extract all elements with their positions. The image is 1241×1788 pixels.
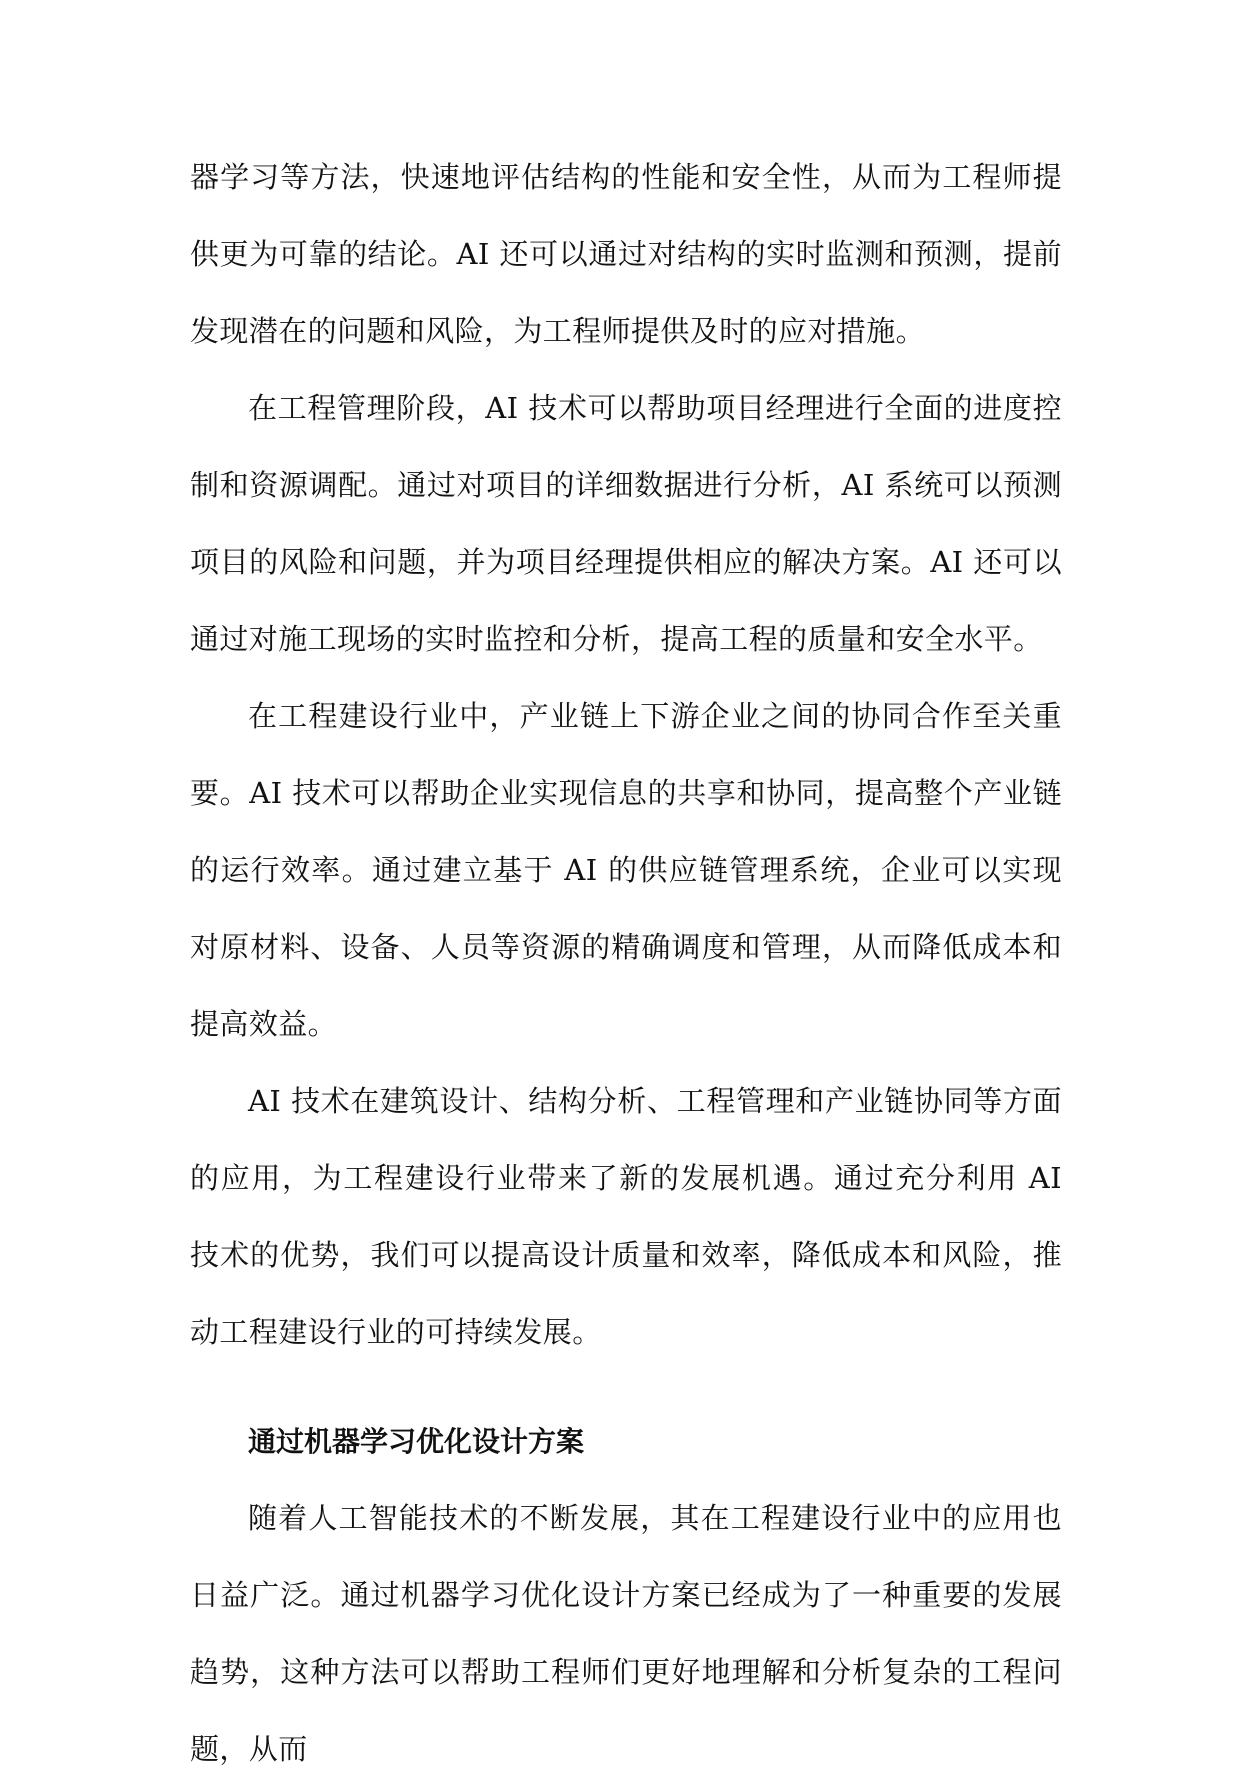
paragraph-continuation: 器学习等方法，快速地评估结构的性能和安全性，从而为工程师提供更为可靠的结论。AI 还可以通过对结构的实时监测和预测，提前发现潜在的问题和风险，为工程师提供及时的应对措施。 [190, 160, 1062, 348]
section-heading: 通过机器学习优化设计方案 [248, 1425, 585, 1458]
document-body [190, 139, 1062, 1788]
paragraph-summary: AI 技术在建筑设计、结构分析、工程管理和产业链协同等方面的应用，为工程建设行业带来了新的发展机遇。通过充分利用 AI 技术的优势，我们可以提高设计质量和效率，降低成本和风险，推动工程建设行业的可持续发展。 [190, 1084, 1062, 1349]
paragraph-engineering-management: 在工程管理阶段，AI 技术可以帮助项目经理进行全面的进度控制和资源调配。通过对项目的详细数据进行分析，AI 系统可以预测项目的风险和问题，并为项目经理提供相应的解决方案。AI 还可以通过对施工现场的实时监控和分析，提高工程的质量和安全水平。 [190, 391, 1062, 656]
paragraph-industry-chain: 在工程建设行业中，产业链上下游企业之间的协同合作至关重要。AI 技术可以帮助企业实现信息的共享和协同，提高整个产业链的运行效率。通过建立基于 AI 的供应链管理系统，企业可以实现对原材料、设备、人员等资源的精确调度和管理，从而降低成本和提高效益。 [190, 699, 1062, 1041]
paragraph-ml-design: 随着人工智能技术的不断发展，其在工程建设行业中的应用也日益广泛。通过机器学习优化设计方案已经成为了一种重要的发展趋势，这种方法可以帮助工程师们更好地理解和分析复杂的工程问题，从而 [190, 1501, 1062, 1766]
